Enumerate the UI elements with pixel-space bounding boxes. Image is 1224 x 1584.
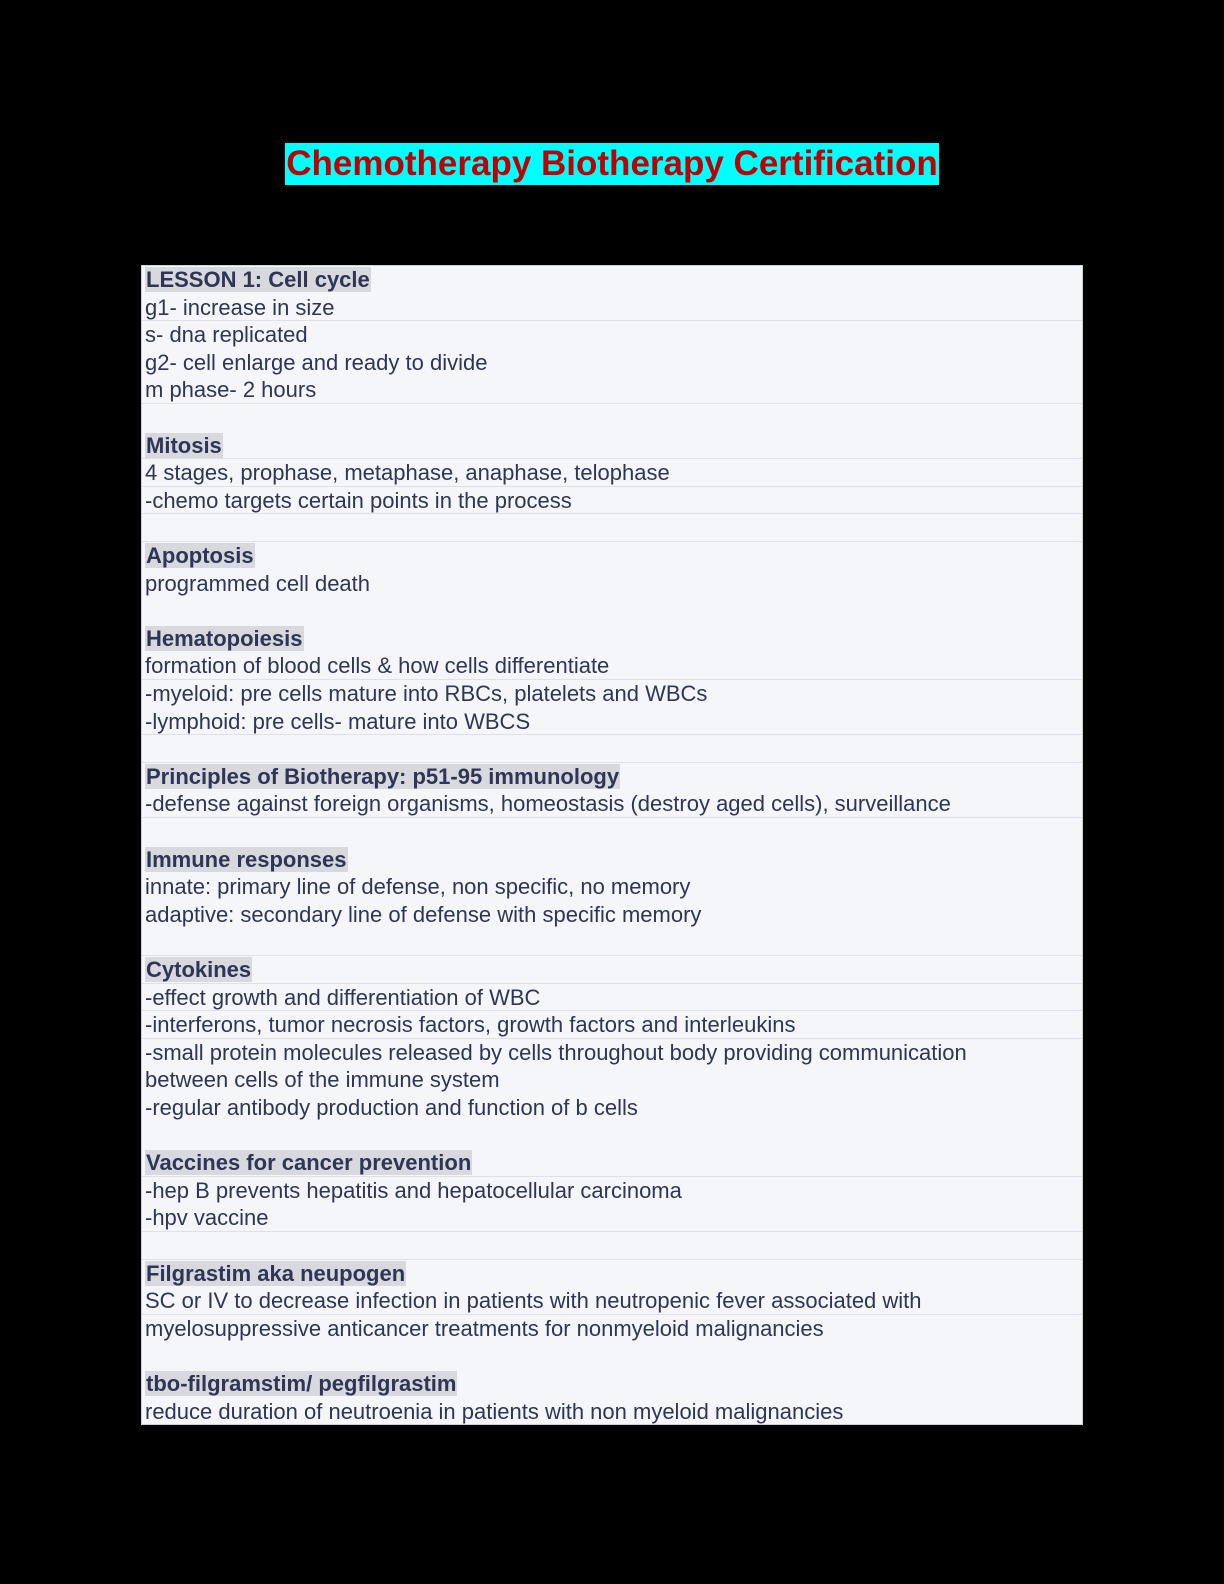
note-line [142,1039,1082,1067]
section-heading-row [142,432,1082,460]
blank-row [142,928,1082,956]
note-line [142,901,1082,929]
blank-row [142,597,1082,625]
section-heading-row [142,542,1082,570]
section-heading: Cytokines [146,957,252,982]
note-text: -hpv vaccine [145,1205,269,1231]
section-heading: Principles of Biotherapy: p51-95 immunology [146,763,620,789]
note-line [142,1094,1082,1122]
section-heading: Filgrastim aka neupogen [146,1260,406,1286]
section-heading-row [142,1260,1082,1288]
note-text: -effect growth and differentiation of WBC [145,984,541,1010]
title-banner [0,143,1224,185]
section-heading: Mitosis [146,432,222,458]
blank-row [142,1122,1082,1150]
section-heading: tbo-filgramstim/ pegfilgrastim [146,1371,457,1396]
blank-row [142,818,1082,846]
blank-row [142,1342,1082,1370]
section-heading-row [142,625,1082,653]
note-text: programmed cell death [145,570,371,596]
notes-table [141,265,1083,1425]
note-line [142,1011,1082,1039]
note-line [142,790,1082,818]
note-text: -small protein molecules released by cells throughout body providing communication [145,1039,967,1065]
note-line [142,349,1082,377]
note-text: adaptive: secondary line of defense with specific memory [145,901,702,927]
note-line [142,459,1082,487]
note-line [142,873,1082,901]
section-heading-row [142,846,1082,874]
blank-row [142,514,1082,542]
note-text: formation of blood cells & how cells differentiate [145,653,610,679]
section-heading: Apoptosis [146,543,254,568]
page-title: Chemotherapy Biotherapy Certification [286,144,938,183]
note-text: -chemo targets certain points in the process [145,487,572,513]
section-heading-row [142,1370,1082,1398]
note-text: SC or IV to decrease infection in patients with neutropenic fever associated with [145,1288,922,1314]
section-heading: LESSON 1: Cell cycle [146,267,370,292]
note-line [142,680,1082,708]
note-text: g2- cell enlarge and ready to divide [145,349,488,375]
note-text: myelosuppressive anticancer treatments for nonmyeloid malignancies [145,1315,824,1341]
note-line [142,984,1082,1012]
note-line [142,376,1082,404]
note-line [142,1287,1082,1315]
blank-row [142,404,1082,432]
section-heading-row [142,1149,1082,1177]
section-heading-row [142,763,1082,791]
note-text: 4 stages, prophase, metaphase, anaphase, telophase [145,460,670,486]
section-heading-row [142,266,1082,294]
note-line [142,708,1082,736]
note-line [142,652,1082,680]
note-line [142,1204,1082,1232]
note-line [142,487,1082,515]
section-heading: Vaccines for cancer prevention [146,1150,472,1176]
note-text: reduce duration of neutroenia in patients with non myeloid malignancies [145,1398,844,1424]
blank-row [142,1232,1082,1260]
note-text: s- dna replicated [145,322,308,348]
note-text: -defense against foreign organisms, homeostasis (destroy aged cells), surveillance [145,791,951,817]
note-text: m phase- 2 hours [145,377,317,403]
section-heading-row [142,956,1082,984]
note-line [142,1315,1082,1343]
note-text: -lymphoid: pre cells- mature into WBCS [145,708,531,734]
note-text: -regular antibody production and function of b cells [145,1095,638,1120]
note-text: -interferons, tumor necrosis factors, growth factors and interleukins [145,1012,796,1038]
note-line [142,1398,1082,1425]
note-text: innate: primary line of defense, non specific, no memory [145,874,691,900]
note-text: g1- increase in size [145,294,335,320]
note-text: -myeloid: pre cells mature into RBCs, platelets and WBCs [145,681,708,706]
blank-row [142,735,1082,763]
note-text: -hep B prevents hepatitis and hepatocellular carcinoma [145,1177,682,1203]
note-line [142,570,1082,598]
note-line [142,1066,1082,1094]
note-line [142,1177,1082,1205]
section-heading: Immune responses [146,846,347,872]
note-text: between cells of the immune system [145,1067,500,1093]
note-line [142,321,1082,349]
section-heading: Hematopoiesis [146,625,303,651]
note-line [142,294,1082,322]
